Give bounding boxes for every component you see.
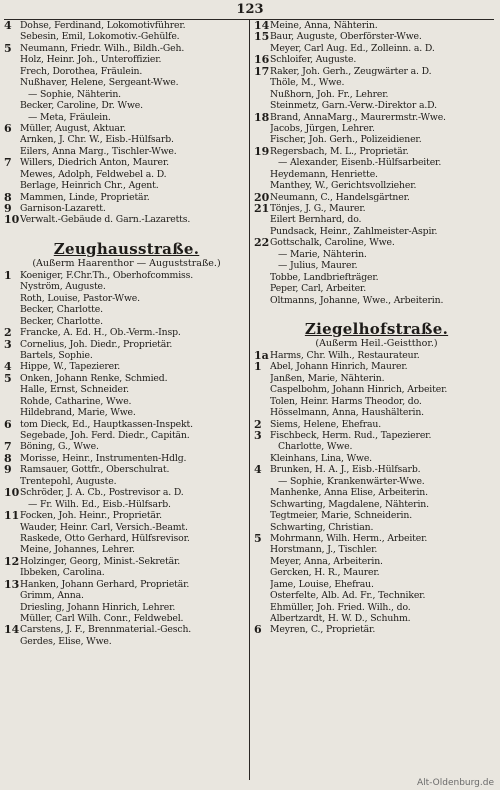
directory-entry	[254, 157, 499, 168]
directory-entry	[254, 134, 499, 145]
directory-entry	[254, 579, 499, 590]
directory-entry	[254, 510, 499, 521]
resident-text: Hildebrand, Marie, Wwe.	[20, 407, 136, 419]
resident-text: Becker, Caroline, Dr. Wwe.	[20, 100, 143, 112]
directory-entry	[4, 316, 249, 327]
directory-entry	[4, 327, 249, 338]
directory-entry	[4, 361, 249, 372]
resident-text: Kleinhans, Lina, Wwe.	[270, 452, 372, 464]
directory-entry	[254, 567, 499, 578]
right-column	[254, 20, 499, 636]
house-number: 19	[254, 144, 270, 158]
directory-entry	[4, 602, 249, 613]
directory-entry	[4, 510, 249, 521]
resident-text: Müller, August, Aktuar.	[20, 122, 126, 134]
directory-entry	[254, 453, 499, 464]
resident-text: Nyström, Auguste.	[20, 281, 106, 293]
directory-entry	[4, 339, 249, 350]
resident-text: Charlotte, Wwe.	[278, 441, 353, 453]
directory-entry	[254, 430, 499, 441]
house-number: 4	[254, 463, 262, 477]
directory-entry	[4, 487, 249, 498]
resident-text: Pundsack, Heinr., Zahlmeister-Aspir.	[270, 225, 438, 237]
directory-entry	[4, 180, 249, 191]
directory-entry	[254, 533, 499, 544]
house-number: 8	[4, 451, 12, 465]
resident-text: — Sophie, Nähterin.	[28, 88, 121, 100]
house-number: 4	[4, 360, 12, 374]
resident-text: Eilers, Anna Marg., Tischler-Wwe.	[20, 145, 177, 157]
resident-text: Schloifer, Auguste.	[270, 54, 357, 66]
house-number: 14	[254, 19, 270, 32]
directory-entry	[4, 100, 249, 111]
directory-entry	[4, 624, 249, 635]
house-number: 22	[254, 236, 270, 250]
resident-text: Mewes, Adolph, Feldwebel a. D.	[20, 168, 167, 180]
street-subheading: (Außerm Haarenthor — Auguststraße.)	[32, 257, 221, 269]
resident-text: Ibbeken, Carolina.	[20, 567, 105, 579]
resident-text: — Meta, Fräulein.	[28, 111, 111, 123]
directory-entry	[254, 419, 499, 430]
resident-text: Manthey, W., Gerichtsvollzieher.	[270, 180, 417, 192]
resident-text: Schwarting, Magdalene, Nähterin.	[270, 498, 429, 510]
resident-text: Meyer, Anna, Arbeiterin.	[270, 555, 383, 567]
resident-text: Neumann, Friedr. Wilh., Bildh.-Geh.	[20, 42, 185, 54]
street-heading: Ziegelhofstraße.	[304, 319, 449, 338]
directory-entry	[254, 283, 499, 294]
resident-text: Meine, Johannes, Lehrer.	[20, 544, 135, 556]
directory-entry	[4, 293, 249, 304]
directory-entry	[4, 613, 249, 624]
resident-text: Jame, Louise, Ehefrau.	[270, 578, 374, 590]
directory-entry	[254, 123, 499, 134]
resident-text: Gottschalk, Caroline, Wwe.	[270, 237, 395, 249]
directory-entry	[4, 270, 249, 281]
resident-text: Baur, Auguste, Oberförster-Wwe.	[270, 31, 422, 43]
directory-entry	[4, 43, 249, 54]
resident-text: Cornelius, Joh. Diedr., Proprietär.	[20, 338, 173, 350]
directory-entry	[254, 100, 499, 111]
directory-entry	[254, 613, 499, 624]
resident-text: Hösselmann, Anna, Haushälterin.	[270, 407, 424, 419]
resident-text: Steinmetz, Garn.-Verw.-Direktor a.D.	[270, 100, 437, 112]
resident-text: Willers, Diedrich Anton, Maurer.	[20, 157, 169, 169]
directory-entry	[254, 407, 499, 418]
resident-text: — Julius, Maurer.	[278, 260, 358, 272]
house-number: 3	[4, 337, 12, 351]
resident-text: Regersbach, M. L., Proprietär.	[270, 145, 409, 157]
watermark: Alt-Oldenburg.de	[416, 778, 494, 788]
house-number: 5	[4, 371, 12, 385]
directory-entry	[4, 579, 249, 590]
directory-entry	[4, 66, 249, 77]
directory-entry	[4, 499, 249, 510]
directory-entry	[4, 20, 249, 31]
directory-entry	[4, 476, 249, 487]
house-number: 11	[4, 509, 20, 523]
directory-entry	[4, 419, 249, 430]
directory-entry	[254, 396, 499, 407]
resident-text: Meine, Anna, Nähterin.	[270, 20, 378, 31]
resident-text: Meyren, C., Proprietär.	[270, 624, 376, 636]
resident-text: Gerdes, Elise, Wwe.	[20, 635, 112, 647]
resident-text: Francke, A. Ed. H., Ob.-Verm.-Insp.	[20, 327, 181, 339]
resident-text: Rohde, Catharine, Wwe.	[20, 395, 132, 407]
resident-text: Horstmann, J., Tischler.	[270, 544, 378, 556]
directory-entry	[4, 134, 249, 145]
directory-entry	[254, 20, 499, 31]
directory-entry	[4, 567, 249, 578]
directory-entry	[254, 544, 499, 555]
resident-text: Müller, Carl Wilh. Conr., Feldwebel.	[20, 613, 184, 624]
resident-text: Brand, AnnaMarg., Maurermstr.-Wwe.	[270, 111, 446, 123]
resident-text: Schwarting, Christian.	[270, 521, 374, 533]
resident-text: Harms, Chr. Wilh., Restaurateur.	[270, 349, 420, 361]
section-spacer	[4, 226, 249, 240]
resident-text: Ehmüller, Joh. Fried. Wilh., do.	[270, 601, 411, 613]
resident-text: Schröder, J. A. Cb., Postrevisor a. D.	[20, 487, 184, 499]
resident-text: Brunken, H. A. J., Eisb.-Hülfsarb.	[270, 464, 421, 476]
house-number: 17	[254, 64, 270, 78]
directory-entry	[254, 487, 499, 498]
resident-text: Oltmanns, Johanne, Wwe., Arbeiterin.	[270, 294, 444, 306]
resident-text: Peper, Carl, Arbeiter.	[270, 283, 367, 295]
house-number: 5	[4, 41, 12, 55]
directory-entry	[4, 169, 249, 180]
directory-entry	[254, 31, 499, 42]
resident-text: Morisse, Heinr., Instrumenten-Hdlg.	[20, 452, 187, 464]
directory-entry	[254, 43, 499, 54]
directory-entry	[4, 146, 249, 157]
resident-text: Hippe, W., Tapezierer.	[20, 361, 121, 373]
house-number: 6	[4, 121, 12, 135]
resident-text: Wauder, Heinr. Carl, Versich.-Beamt.	[20, 521, 188, 533]
directory-entry	[4, 77, 249, 88]
house-number: 15	[254, 30, 270, 44]
street-subheading: (Außerm Heil.-Geistthor.)	[315, 337, 438, 349]
house-number: 16	[254, 53, 270, 67]
resident-text: Meyer, Carl Aug. Ed., Zolleinn. a. D.	[270, 42, 435, 54]
resident-text: Tolen, Heinr. Harms Theodor, do.	[270, 395, 422, 407]
directory-entry	[4, 203, 249, 214]
resident-text: Ramsauer, Gottfr., Oberschulrat.	[20, 464, 170, 476]
directory-entry	[254, 226, 499, 237]
directory-entry	[254, 203, 499, 214]
resident-text: — Marie, Nähterin.	[278, 248, 367, 260]
directory-entry	[4, 384, 249, 395]
directory-entry	[4, 192, 249, 203]
left-column	[4, 20, 249, 647]
directory-entry	[4, 407, 249, 418]
resident-text: Tobbe, Landbriefträger.	[270, 271, 379, 283]
directory-entry	[4, 214, 249, 225]
house-number: 4	[4, 19, 12, 32]
directory-entry	[254, 361, 499, 372]
house-number: 10	[4, 213, 20, 227]
resident-text: Jacobs, Jürgen, Lehrer.	[270, 122, 375, 134]
resident-text: Holzinger, Georg, Minist.-Sekretär.	[20, 555, 181, 567]
house-number: 20	[254, 190, 270, 204]
resident-text: Verwalt.-Gebäude d. Garn.-Lazaretts.	[20, 214, 191, 226]
directory-entry	[254, 260, 499, 271]
resident-text: Frech, Dorothea, Fräulein.	[20, 65, 143, 77]
resident-text: Becker, Charlotte.	[20, 304, 103, 316]
directory-entry	[4, 31, 249, 42]
directory-entry	[4, 636, 249, 647]
directory-entry	[254, 237, 499, 248]
directory-entry	[254, 77, 499, 88]
resident-text: Focken, Joh. Heinr., Proprietär.	[20, 510, 162, 522]
resident-text: Nußhorn, Joh. Fr., Lehrer.	[270, 88, 389, 100]
house-number: 10	[4, 486, 20, 500]
house-number: 1	[4, 268, 12, 282]
resident-text: — Alexander, Eisenb.-Hülfsarbeiter.	[278, 157, 442, 169]
directory-entry	[254, 272, 499, 283]
house-number: 1	[254, 360, 262, 374]
directory-entry	[4, 54, 249, 65]
house-number: 2	[4, 326, 12, 340]
resident-text: Arnken, J. Chr. W., Eisb.-Hülfsarb.	[20, 134, 174, 146]
resident-text: Osterfelte, Alb. Ad. Fr., Techniker.	[270, 590, 426, 602]
house-number: 21	[254, 202, 270, 215]
directory-entry	[4, 522, 249, 533]
directory-entry	[254, 89, 499, 100]
directory-entry	[254, 180, 499, 191]
resident-text: Siems, Helene, Ehefrau.	[270, 418, 382, 430]
directory-entry	[254, 624, 499, 635]
resident-text: Mohrmann, Wilh. Herm., Arbeiter.	[270, 532, 428, 544]
directory-entry	[254, 602, 499, 613]
directory-entry	[4, 430, 249, 441]
house-number: 12	[4, 554, 20, 568]
resident-text: Eilert Bernhard, do.	[270, 214, 362, 226]
house-number: 14	[4, 623, 20, 637]
resident-text: Hanken, Johann Gerhard, Proprietär.	[20, 578, 190, 590]
resident-text: Nußhaver, Helene, Sergeant-Wwe.	[20, 77, 179, 89]
directory-entry	[254, 464, 499, 475]
house-number: 8	[4, 190, 12, 204]
directory-entry	[254, 384, 499, 395]
house-number: 9	[4, 202, 12, 215]
directory-entry	[4, 453, 249, 464]
resident-text: Roth, Louise, Pastor-Wwe.	[20, 292, 140, 304]
house-number: 5	[254, 531, 262, 545]
directory-entry	[254, 556, 499, 567]
resident-text: Gercken, H. R., Maurer.	[270, 567, 380, 579]
resident-text: Neumann, C., Handelsgärtner.	[270, 191, 410, 203]
directory-entry	[254, 169, 499, 180]
directory-entry	[4, 350, 249, 361]
directory-entry	[4, 112, 249, 123]
house-number: 9	[4, 463, 12, 477]
resident-text: Janßen, Marie, Nähterin.	[270, 372, 385, 384]
page-number: 123	[236, 2, 264, 17]
resident-text: Tegtmeier, Marie, Schneiderin.	[270, 510, 413, 522]
directory-entry	[4, 157, 249, 168]
resident-text: Thöle, M., Wwe.	[270, 77, 345, 89]
resident-text: Garnison-Lazarett.	[20, 203, 106, 214]
resident-text: Heydemann, Henriette.	[270, 168, 378, 180]
resident-text: Abel, Johann Hinrich, Maurer.	[270, 361, 408, 373]
resident-text: Caspelbohm, Johann Hinrich, Arbeiter.	[270, 384, 448, 396]
directory-entry	[4, 281, 249, 292]
resident-text: Sebesin, Emil, Lokomotiv.-Gehülfe.	[20, 31, 180, 43]
directory-entry	[4, 590, 249, 601]
resident-text: Fischbeck, Herm. Rud., Tapezierer.	[270, 430, 432, 441]
directory-entry	[254, 66, 499, 77]
directory-entry	[4, 544, 249, 555]
directory-entry	[254, 54, 499, 65]
directory-entry	[4, 441, 249, 452]
resident-text: — Fr. Wilh. Ed., Eisb.-Hülfsarb.	[28, 498, 171, 510]
resident-text: Raskede, Otto Gerhard, Hülfsrevisor.	[20, 532, 190, 544]
directory-entry	[4, 464, 249, 475]
resident-text: Grimm, Anna.	[20, 590, 84, 602]
directory-entry	[254, 476, 499, 487]
directory-entry	[4, 533, 249, 544]
directory-entry	[4, 123, 249, 134]
resident-text: Tönjes, J. G., Maurer.	[270, 203, 366, 214]
resident-text: Onken, Johann Renke, Schmied.	[20, 372, 168, 384]
resident-text: Böning, G., Wwe.	[20, 441, 99, 453]
resident-text: Driesling, Johann Hinrich, Lehrer.	[20, 601, 176, 613]
directory-entry	[4, 304, 249, 315]
directory-entry	[254, 214, 499, 225]
directory-entry	[254, 499, 499, 510]
directory-entry	[4, 89, 249, 100]
resident-text: Fischer, Joh. Gerh., Polizeidiener.	[270, 134, 422, 146]
directory-entry	[254, 590, 499, 601]
resident-text: Albertzardt, H. W. D., Schuhm.	[270, 613, 411, 624]
resident-text: Raker, Joh. Gerh., Zeugwärter a. D.	[270, 65, 432, 77]
directory-entry	[254, 146, 499, 157]
directory-entry	[4, 373, 249, 384]
house-number: 18	[254, 110, 270, 124]
resident-text: — Sophie, Krankenwärter-Wwe.	[278, 475, 425, 487]
directory-entry	[254, 350, 499, 361]
directory-entry	[254, 522, 499, 533]
directory-entry	[254, 112, 499, 123]
resident-text: Segebade, Joh. Ferd. Diedr., Capitän.	[20, 430, 190, 441]
house-number: 1a	[254, 348, 269, 362]
column-divider	[249, 20, 250, 780]
house-number: 7	[4, 440, 12, 454]
resident-text: Trentepohl, Auguste.	[20, 475, 117, 487]
resident-text: Mammen, Linde, Proprietär.	[20, 191, 150, 203]
house-number: 13	[4, 577, 20, 591]
street-heading: Zeughausstraße.	[53, 239, 200, 258]
resident-text: Dohse, Ferdinand, Lokomotivführer.	[20, 20, 186, 31]
resident-text: Carstens, J. F., Brennmaterial.-Gesch.	[20, 624, 192, 636]
directory-entry	[254, 441, 499, 452]
resident-text: Koeniger, F.Chr.Th., Oberhofcommiss.	[20, 269, 194, 281]
resident-text: Holz, Heinr. Joh., Unteroffizier.	[20, 54, 162, 66]
resident-text: Manhenke, Anna Elise, Arbeiterin.	[270, 487, 428, 499]
resident-text: Becker, Charlotte.	[20, 315, 103, 327]
section-spacer	[254, 306, 499, 320]
resident-text: tom Dieck, Ed., Hauptkassen-Inspekt.	[20, 418, 193, 430]
house-number: 6	[4, 417, 12, 431]
house-number: 6	[254, 623, 262, 637]
directory-entry	[254, 192, 499, 203]
directory-entry	[4, 396, 249, 407]
directory-entry	[254, 373, 499, 384]
house-number: 7	[4, 156, 12, 170]
resident-text: Berlage, Heinrich Chr., Agent.	[20, 180, 159, 192]
directory-entry	[254, 249, 499, 260]
directory-entry	[4, 556, 249, 567]
resident-text: Halle, Ernst, Schneider.	[20, 384, 129, 396]
house-number: 3	[254, 429, 262, 442]
house-number: 2	[254, 417, 262, 431]
resident-text: Bartels, Sophie.	[20, 349, 93, 361]
directory-entry	[254, 295, 499, 306]
